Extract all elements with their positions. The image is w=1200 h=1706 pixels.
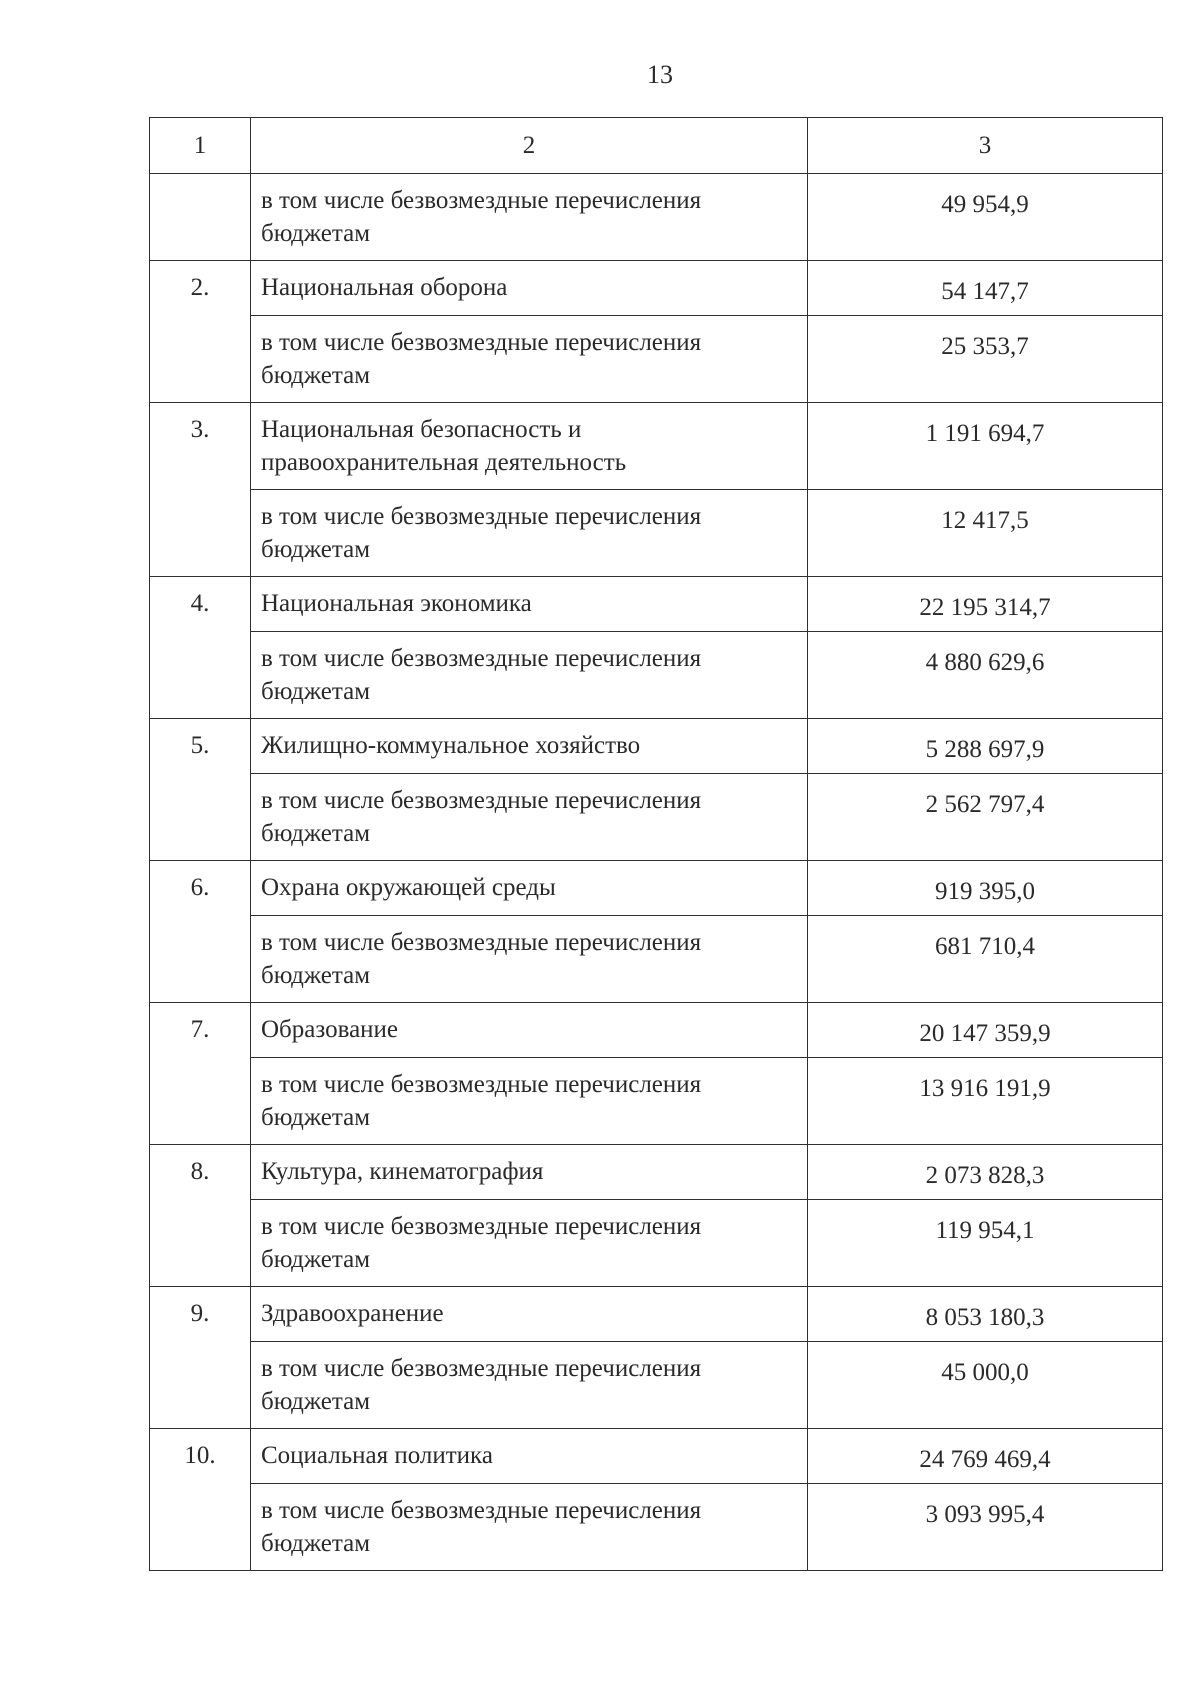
table-row (150, 1003, 1163, 1058)
table-row (150, 261, 1163, 316)
continuation-label: в том числе безвозмездные перечисления бюджетам (251, 174, 808, 261)
table-row-sub (150, 490, 1163, 577)
section-name: Культура, кинематография (251, 1145, 808, 1200)
section-name: Национальная экономика (251, 577, 808, 632)
section-name: Национальная безопасность и правоохранительная деятельность (251, 403, 808, 490)
sub-value: 3 093 995,4 (808, 1484, 1163, 1571)
section-name: Здравоохранение (251, 1287, 808, 1342)
table-row-sub (150, 1058, 1163, 1145)
table-row (150, 1429, 1163, 1484)
table-row-sub (150, 1484, 1163, 1571)
section-value: 20 147 359,9 (808, 1003, 1163, 1058)
table-row (150, 1287, 1163, 1342)
sub-value: 2 562 797,4 (808, 774, 1163, 861)
section-number: 6. (150, 861, 251, 1003)
section-value: 2 073 828,3 (808, 1145, 1163, 1200)
section-name: Жилищно-коммунальное хозяйство (251, 719, 808, 774)
continuation-value: 49 954,9 (808, 174, 1163, 261)
table-row-sub (150, 632, 1163, 719)
table-row (150, 403, 1163, 490)
sub-value: 13 916 191,9 (808, 1058, 1163, 1145)
header-col-2: 2 (251, 118, 808, 174)
sub-value: 12 417,5 (808, 490, 1163, 577)
section-value: 5 288 697,9 (808, 719, 1163, 774)
section-number: 8. (150, 1145, 251, 1287)
table-row (150, 577, 1163, 632)
sub-label: в том числе безвозмездные перечисления бюджетам (251, 632, 808, 719)
sub-label: в том числе безвозмездные перечисления бюджетам (251, 1200, 808, 1287)
section-number: 10. (150, 1429, 251, 1571)
table-row-sub (150, 774, 1163, 861)
budget-table (149, 117, 1163, 1571)
table-row-sub (150, 1200, 1163, 1287)
table-header-row (150, 118, 1163, 174)
section-value: 919 395,0 (808, 861, 1163, 916)
sub-value: 681 710,4 (808, 916, 1163, 1003)
section-number: 3. (150, 403, 251, 577)
section-number: 7. (150, 1003, 251, 1145)
page-number: 13 (647, 60, 673, 89)
sub-label: в том числе безвозмездные перечисления бюджетам (251, 316, 808, 403)
sub-label: в том числе безвозмездные перечисления бюджетам (251, 490, 808, 577)
section-number: 9. (150, 1287, 251, 1429)
sub-value: 25 353,7 (808, 316, 1163, 403)
section-number: 4. (150, 577, 251, 719)
sub-value: 45 000,0 (808, 1342, 1163, 1429)
section-number: 5. (150, 719, 251, 861)
section-name: Охрана окружающей среды (251, 861, 808, 916)
section-name: Образование (251, 1003, 808, 1058)
section-value: 22 195 314,7 (808, 577, 1163, 632)
sub-value: 4 880 629,6 (808, 632, 1163, 719)
table-row-sub (150, 1342, 1163, 1429)
sub-value: 119 954,1 (808, 1200, 1163, 1287)
table-row-sub (150, 916, 1163, 1003)
header-col-1: 1 (150, 118, 251, 174)
sub-label: в том числе безвозмездные перечисления бюджетам (251, 1342, 808, 1429)
section-name: Национальная оборона (251, 261, 808, 316)
section-name: Социальная политика (251, 1429, 808, 1484)
table-row-continuation (150, 174, 1163, 261)
section-value: 1 191 694,7 (808, 403, 1163, 490)
table-row (150, 861, 1163, 916)
section-value: 54 147,7 (808, 261, 1163, 316)
table-row (150, 1145, 1163, 1200)
sub-label: в том числе безвозмездные перечисления бюджетам (251, 1484, 808, 1571)
section-number: 2. (150, 261, 251, 403)
header-col-3: 3 (808, 118, 1163, 174)
sub-label: в том числе безвозмездные перечисления бюджетам (251, 1058, 808, 1145)
section-value: 8 053 180,3 (808, 1287, 1163, 1342)
sub-label: в том числе безвозмездные перечисления бюджетам (251, 774, 808, 861)
table-row (150, 719, 1163, 774)
section-value: 24 769 469,4 (808, 1429, 1163, 1484)
continuation-num-cell (150, 174, 251, 261)
table-row-sub (150, 316, 1163, 403)
sub-label: в том числе безвозмездные перечисления бюджетам (251, 916, 808, 1003)
